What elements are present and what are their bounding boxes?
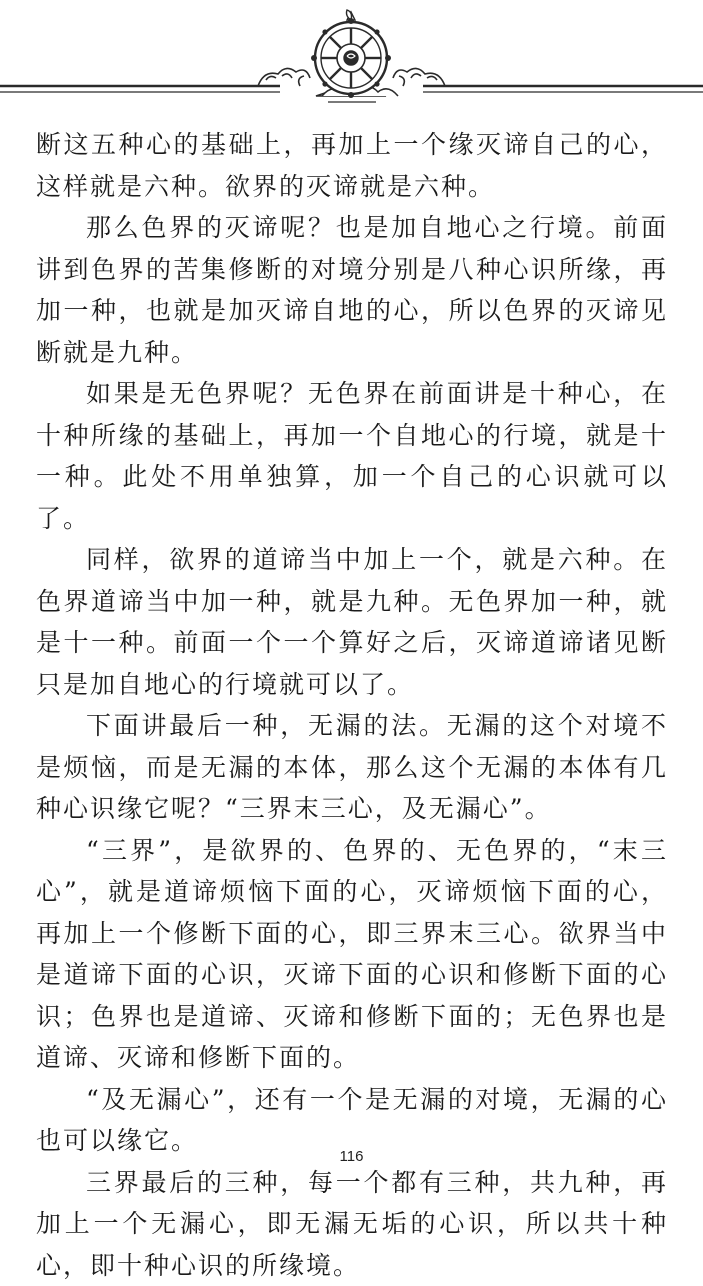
paragraph: “及无漏心”，还有一个是无漏的对境，无漏的心也可以缘它。 [36,1079,668,1162]
paragraph: 如果是无色界呢？无色界在前面讲是十种心，在十种所缘的基础上，再加一个自地心的行境，就是十一种。此处不用单独算，加一个自己的心识就可以了。 [36,373,668,539]
paragraph: 那么色界的灭谛呢？也是加自地心之行境。前面讲到色界的苦集修断的对境分别是八种心识所缘，再加一种，也就是加灭谛自地的心，所以色界的灭谛见断就是九种。 [36,207,668,373]
page-number: 116 [0,1148,703,1165]
paragraph: 下面讲最后一种，无漏的法。无漏的这个对境不是烦恼，而是无漏的本体，那么这个无漏的本体有几种心识缘它呢？“三界末三心，及无漏心”。 [36,705,668,830]
page-header-ornament [0,0,703,112]
page-body [36,124,668,1286]
paragraph: 三界最后的三种，每一个都有三种，共九种，再加上一个无漏心，即无漏无垢的心识，所以共十种心，即十种心识的所缘境。 [36,1162,668,1286]
dharma-wheel-icon [0,0,703,112]
paragraph: 同样，欲界的道谛当中加上一个，就是六种。在色界道谛当中加一种，就是九种。无色界加一种，就是十一种。前面一个一个算好之后，灭谛道谛诸见断只是加自地心的行境就可以了。 [36,539,668,705]
paragraph: 断这五种心的基础上，再加上一个缘灭谛自己的心，这样就是六种。欲界的灭谛就是六种。 [36,124,668,207]
paragraph: “三界”，是欲界的、色界的、无色界的，“末三心”，就是道谛烦恼下面的心，灭谛烦恼下面的心，再加上一个修断下面的心，即三界末三心。欲界当中是道谛下面的心识，灭谛下面的心识和修断下面的心识；色界也是道谛、灭谛和修断下面的；无色界也是道谛、灭谛和修断下面的。 [36,830,668,1079]
